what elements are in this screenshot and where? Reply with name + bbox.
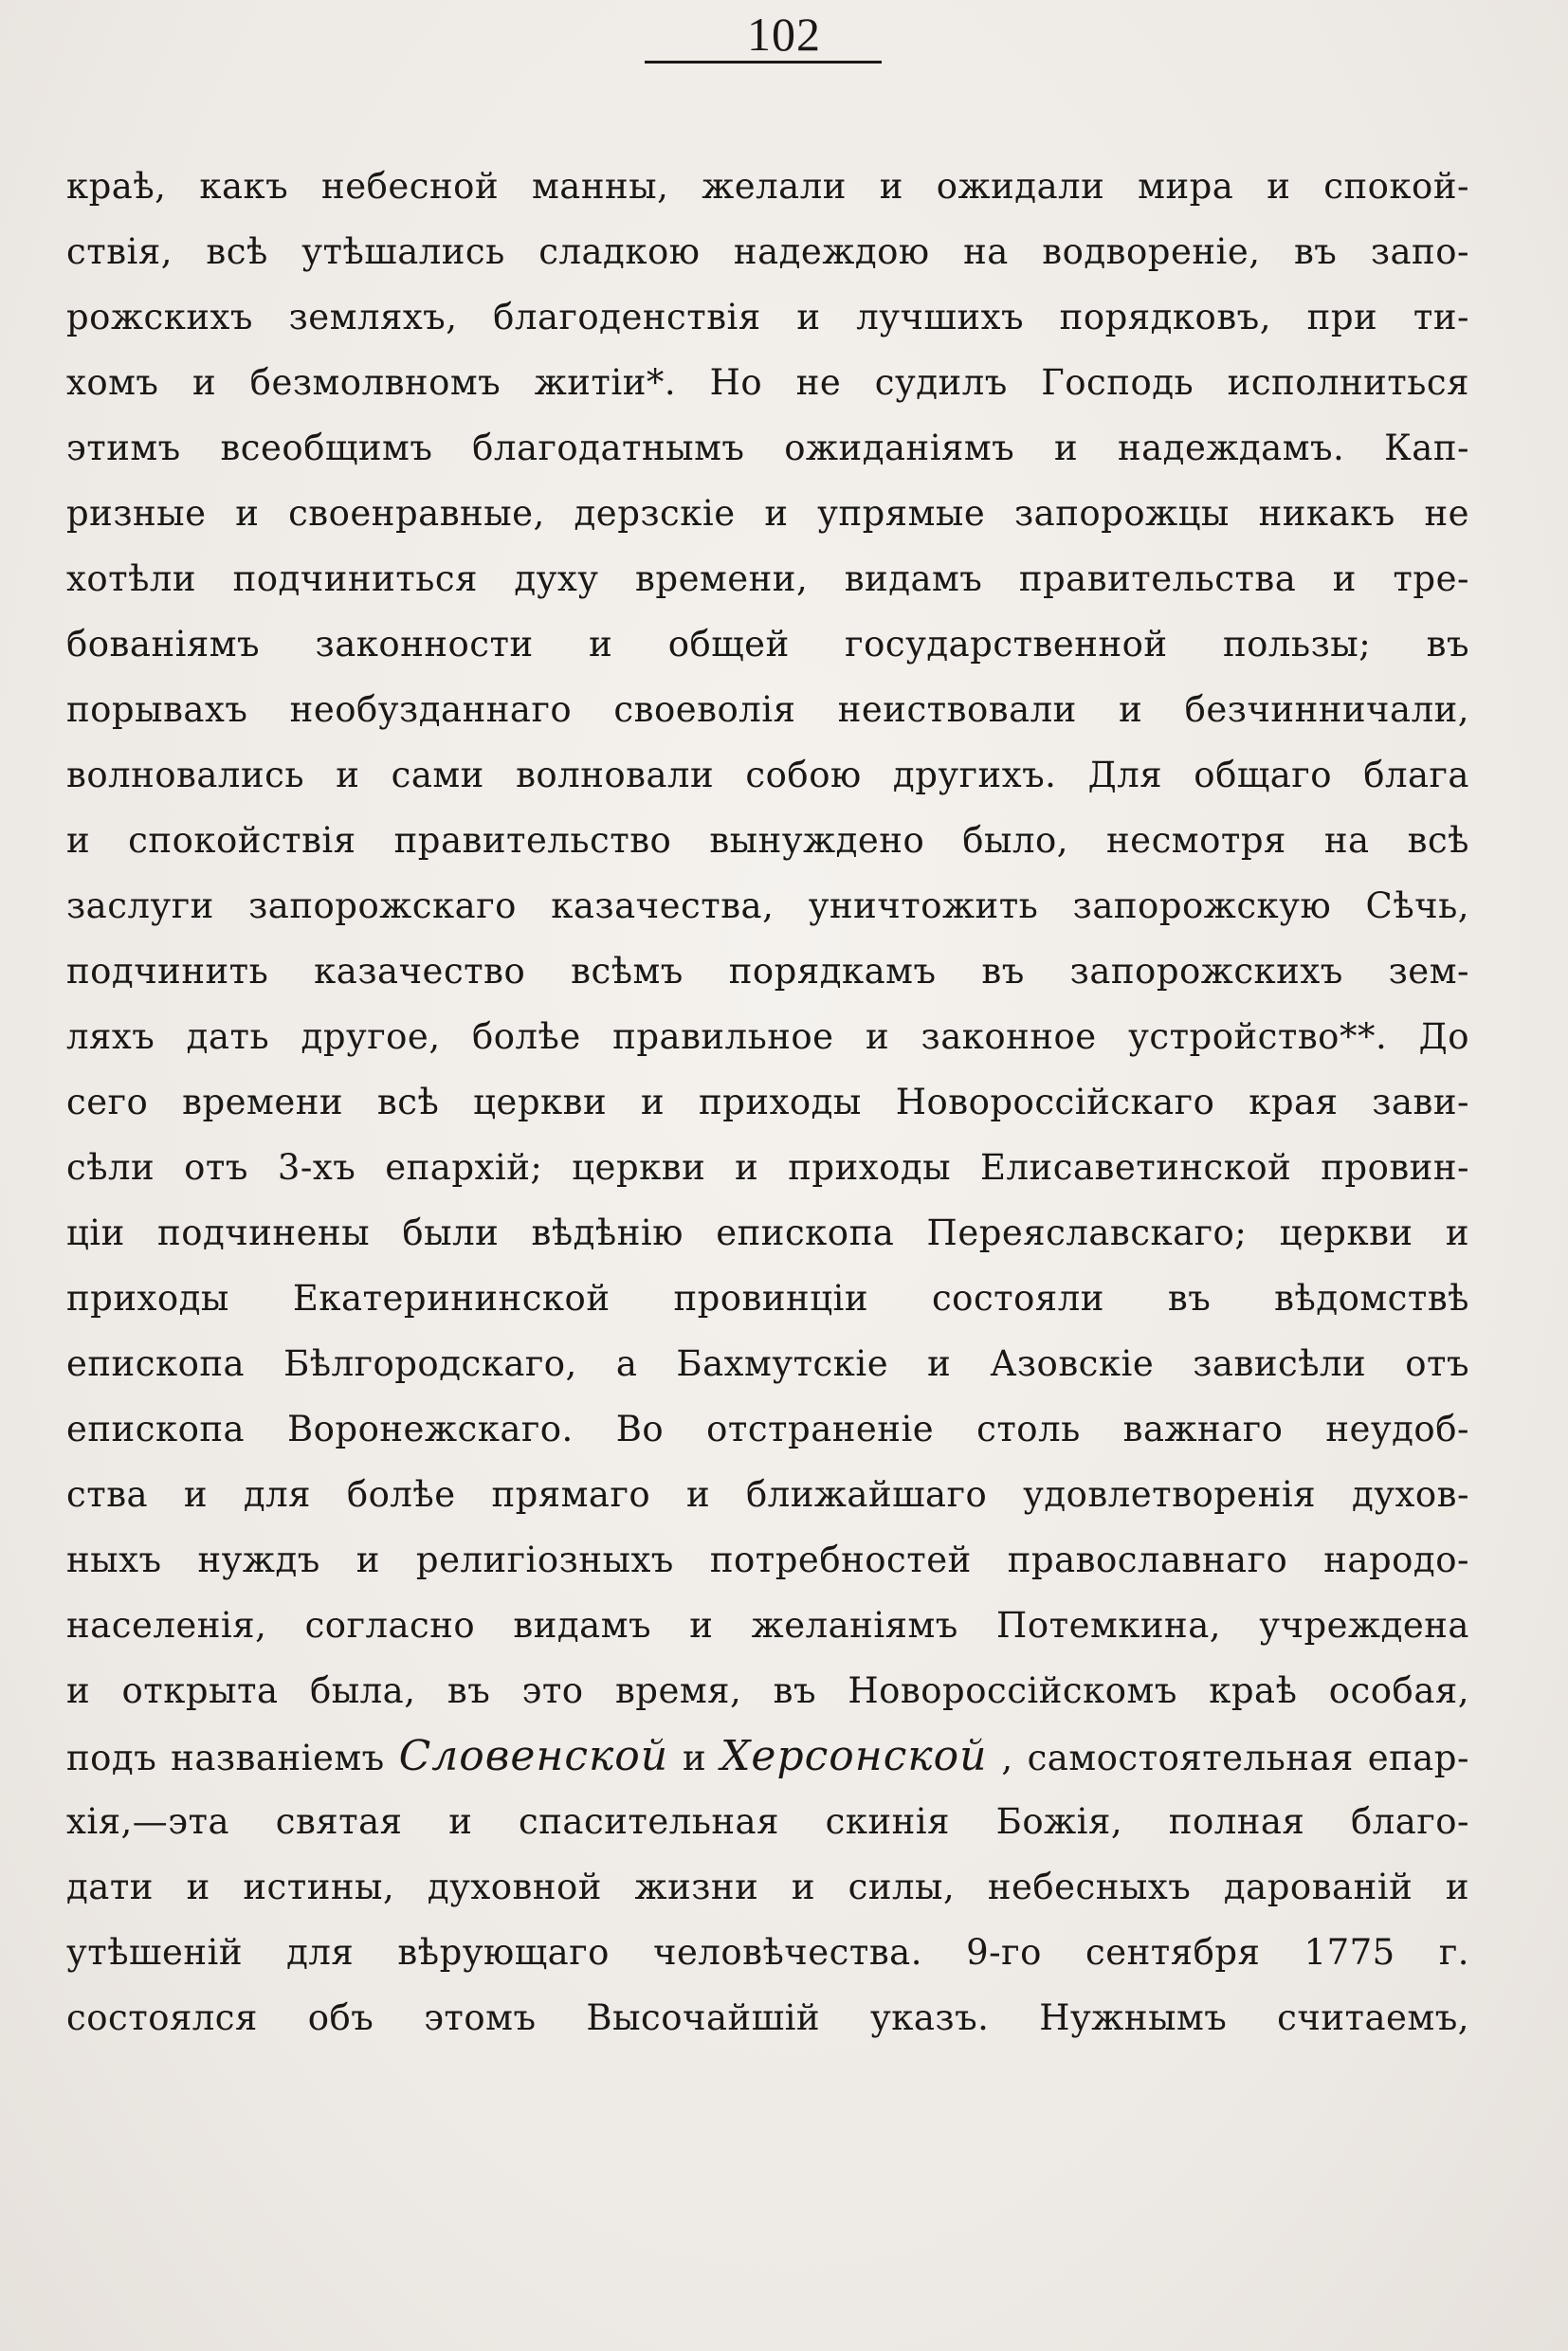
text-line: ныхъ нуждъ и религіозныхъ потребностей православнаго народо- [66,1540,1469,1580]
text-line: ризные и своенравные, дерзскіе и упрямые запорожцы никакъ не [66,493,1469,534]
text-line: краѣ, какъ небесной манны, желали и ожидали мира и спокой- [66,166,1469,207]
page-number: 102 [747,8,821,61]
text-line: хотѣли подчиниться духу времени, видамъ правительства и тре- [66,558,1469,599]
text-line: и спокойствія правительство вынуждено было, несмотря на всѣ [66,820,1469,861]
text-line: сѣли отъ 3-хъ епархій; церкви и приходы Елисаветинской провин- [66,1147,1469,1188]
text-line: этимъ всеобщимъ благодатнымъ ожиданіямъ и надеждамъ. Кап- [66,428,1469,468]
text-line: подъ названіемъ Словенской и Херсонской , самостоятельная епар- [66,1732,1469,1780]
text-line: и открыта была, въ это время, въ Новороссійскомъ краѣ особая, [66,1670,1469,1711]
text-line: порывахъ необузданнаго своеволія неиствовали и безчинничали, [66,689,1469,730]
text-line: подчинить казачество всѣмъ порядкамъ въ запорожскихъ зем- [66,951,1469,992]
text-line: состоялся объ этомъ Высочайшій указъ. Нужнымъ считаемъ, [66,1997,1469,2038]
text-line: епископа Воронежскаго. Во отстраненіе столь важнаго неудоб- [66,1409,1469,1449]
text-line: населенія, согласно видамъ и желаніямъ Потемкина, учреждена [66,1605,1469,1646]
text-line: епископа Бѣлгородскаго, а Бахмутскіе и Азовскіе зависѣли отъ [66,1343,1469,1384]
text-line: сего времени всѣ церкви и приходы Новороссійскаго края зави- [66,1082,1469,1122]
text-line: утѣшеній для вѣрующаго человѣчества. 9-го сентября 1775 г. [66,1932,1469,1973]
body-text [66,154,1469,2050]
italic-name-slovenskoy: Словенской [398,1732,669,1780]
text-line: дати и истины, духовной жизни и силы, небесныхъ дарованій и [66,1867,1469,1907]
text-line: волновались и сами волновали собою другихъ. Для общаго блага [66,755,1469,795]
text-line: хія,—эта святая и спасительная скинія Божія, полная благо- [66,1801,1469,1842]
header-rule [645,61,882,64]
text-line: ціи подчинены были вѣдѣнію епископа Переяславскаго; церкви и [66,1212,1469,1253]
italic-name-khersonskoy: Херсонской [720,1732,988,1780]
text-line: ляхъ дать другое, болѣе правильное и законное устройство**. До [66,1016,1469,1057]
text-line: рожскихъ земляхъ, благоденствія и лучшихъ порядковъ, при ти- [66,297,1469,337]
text-line: бованіямъ законности и общей государственной пользы; въ [66,624,1469,665]
text-line: заслуги запорожскаго казачества, уничтожить запорожскую Сѣчь, [66,885,1469,926]
text-line: ства и для болѣе прямаго и ближайшаго удовлетворенія духов- [66,1474,1469,1515]
text-line: приходы Екатерининской провинціи состояли въ вѣдомствѣ [66,1278,1469,1319]
text-line: ствія, всѣ утѣшались сладкою надеждою на водвореніе, въ запо- [66,231,1469,272]
text-line: хомъ и безмолвномъ житіи*. Но не судилъ Господь исполниться [66,362,1469,403]
